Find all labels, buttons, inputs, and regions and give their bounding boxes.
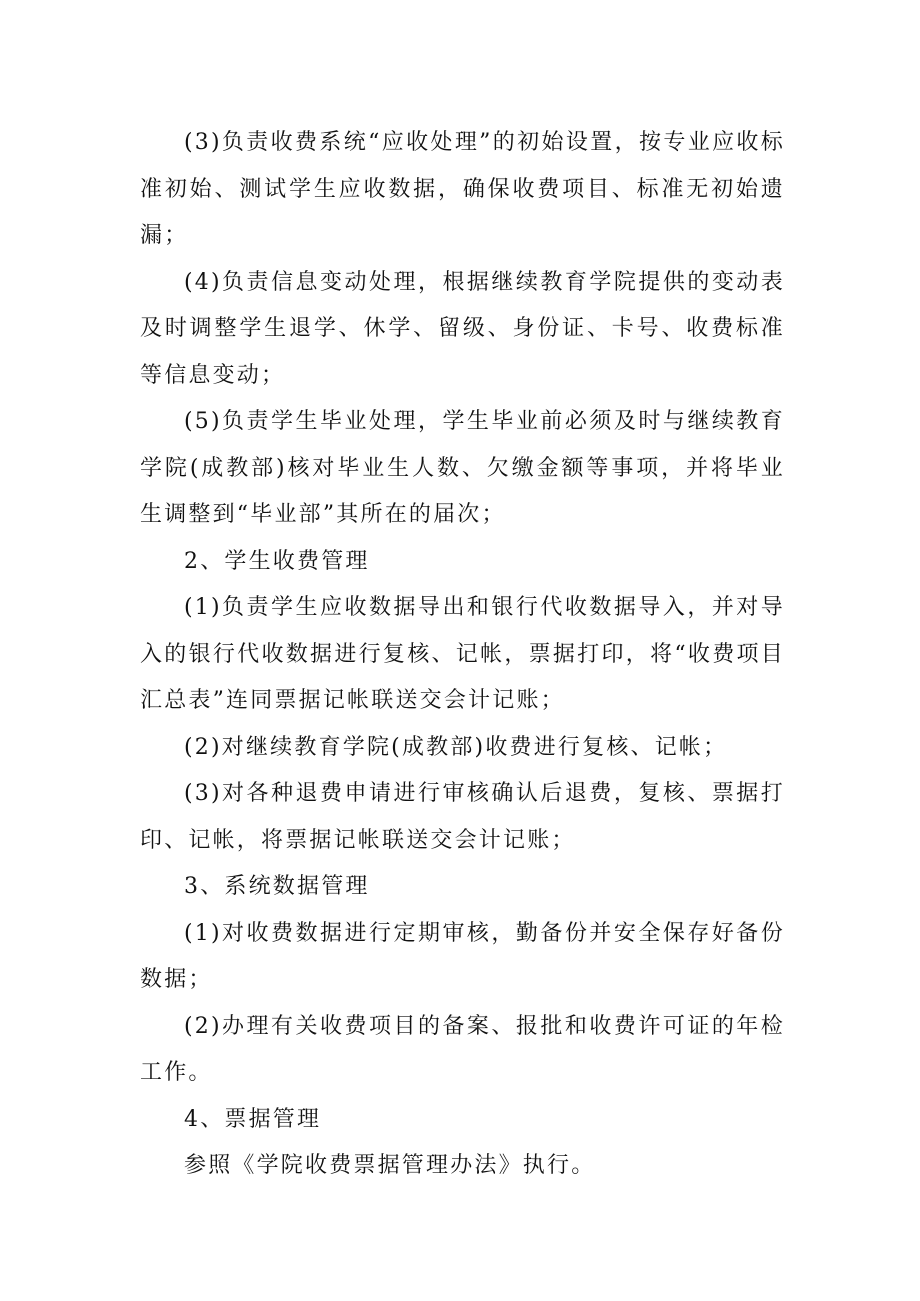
section-heading-receipt-management: 4、票据管理 xyxy=(184,1106,322,1132)
section-heading-system-data-management: 3、系统数据管理 xyxy=(184,874,370,899)
paragraph-item-2-filing: (2)办理有关收费项目的备案、报批和收费许可证的年检工作。 xyxy=(140,1013,785,1085)
paragraph-item-3-initial-setup: (3)负责收费系统“应收处理”的初始设置，按专业应收标准初始、测试学生应收数据，确保收费项目、标准无初始遗漏； xyxy=(140,130,785,248)
paragraph-item-3-refund: (3)对各种退费申请进行审核确认后退费，复核、票据打印、记帐，将票据记帐联送交会计记账； xyxy=(140,781,785,853)
paragraph-item-1-audit-backup: (1)对收费数据进行定期审核，勤备份并安全保存好备份数据； xyxy=(140,920,785,992)
paragraph-item-4-info-change: (4)负责信息变动处理，根据继续教育学院提供的变动表及时调整学生退学、休学、留级、身份证、卡号、收费标准等信息变动； xyxy=(140,269,785,388)
paragraph-item-1-data-export: (1)负责学生应收数据导出和银行代收数据导入，并对导入的银行代收数据进行复核、记帐，票据打印，将“收费项目汇总表”连同票据记帐联送交会计记账； xyxy=(140,595,785,713)
paragraph-reference-regulation: 参照《学院收费票据管理办法》执行。 xyxy=(184,1153,596,1178)
document-body xyxy=(140,120,785,1190)
paragraph-item-5-graduation: (5)负责学生毕业处理，学生毕业前必须及时与继续教育学院(成教部)核对毕业生人数、欠缴金额等事项，并将毕业生调整到“毕业部”其所在的届次； xyxy=(140,409,785,527)
section-heading-student-fee-management: 2、学生收费管理 xyxy=(184,548,370,574)
paragraph-item-2-review: (2)对继续教育学院(成教部)收费进行复核、记帐； xyxy=(184,734,728,760)
